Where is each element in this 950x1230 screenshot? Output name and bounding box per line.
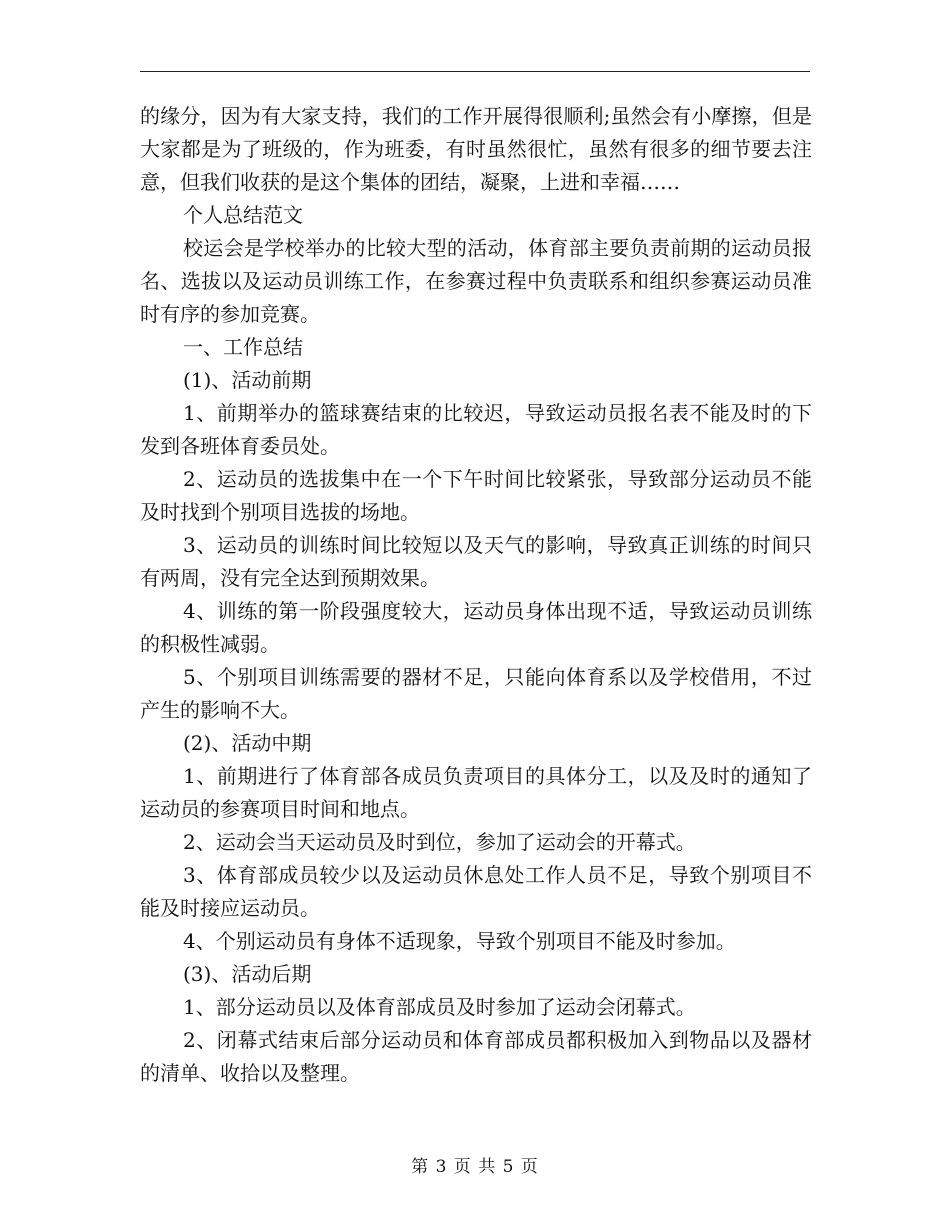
list-item: 3、运动员的训练时间比较短以及天气的影响，导致真正训练的时间只有两周，没有完全达到预期效果。 xyxy=(140,533,812,590)
list-item: 2、闭幕式结束后部分运动员和体育部成员都积极加入到物品以及器材的清单、收拾以及整理。 xyxy=(140,1028,812,1085)
list-item: 1、前期进行了体育部各成员负责项目的具体分工，以及及时的通知了运动员的参赛项目时间和地点。 xyxy=(140,764,812,821)
paragraph-intro: 校运会是学校举办的比较大型的活动，体育部主要负责前期的运动员报名、选拔以及运动员训练工作，在参赛过程中负责联系和组织参赛运动员准时有序的参加竞赛。 xyxy=(140,236,812,326)
subheading-early: (1)、活动前期 xyxy=(183,368,312,392)
list-item: 2、运动会当天运动员及时到位，参加了运动会的开幕式。 xyxy=(183,830,696,854)
subheading-late: (3)、活动后期 xyxy=(183,962,312,986)
list-item: 1、部分运动员以及体育部成员及时参加了运动会闭幕式。 xyxy=(183,995,696,1019)
list-item: 4、训练的第一阶段强度较大，运动员身体出现不适，导致运动员训练的积极性减弱。 xyxy=(140,599,812,656)
list-item: 5、个别项目训练需要的器材不足，只能向体育系以及学校借用，不过产生的影响不大。 xyxy=(140,665,812,722)
list-item: 1、前期举办的篮球赛结束的比较迟，导致运动员报名表不能及时的下发到各班体育委员处。 xyxy=(140,401,812,458)
paragraph-1: 的缘分，因为有大家支持，我们的工作开展得很顺利;虽然会有小摩擦，但是大家都是为了班级的，作为班委，有时虽然很忙，虽然有很多的细节要去注意，但我们收获的是这个集体的团结，凝聚，上进和幸福…… xyxy=(140,104,812,194)
list-item: 3、体育部成员较少以及运动员休息处工作人员不足，导致个别项目不能及时接应运动员。 xyxy=(140,863,812,920)
list-item: 2、运动员的选拔集中在一个下午时间比较紧张，导致部分运动员不能及时找到个别项目选拔的场地。 xyxy=(140,467,812,524)
page-number: 第 3 页 共 5 页 xyxy=(411,1157,539,1177)
subheading-middle: (2)、活动中期 xyxy=(183,731,312,755)
header-rule xyxy=(140,71,810,72)
document-body xyxy=(140,100,812,1090)
heading-work-summary: 一、工作总结 xyxy=(183,335,303,359)
section-title: 个人总结范文 xyxy=(183,203,303,227)
list-item: 4、个别运动员有身体不适现象，导致个别项目不能及时参加。 xyxy=(183,929,736,953)
